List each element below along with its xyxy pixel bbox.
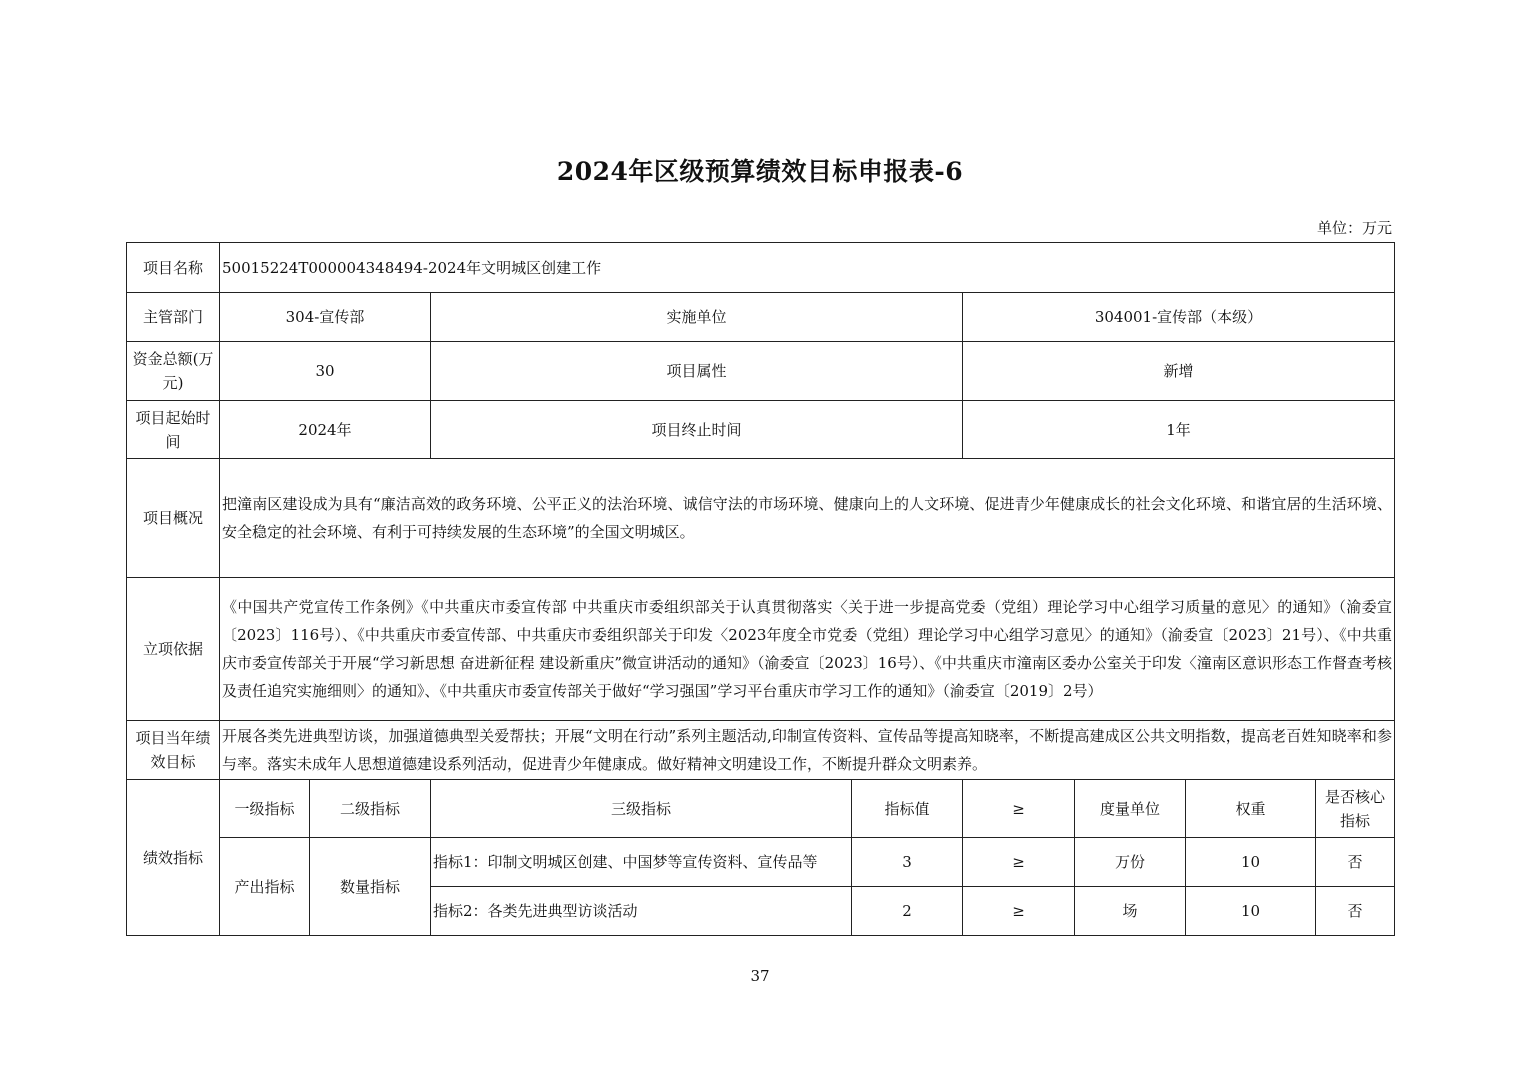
indicator-weight: 10	[1186, 838, 1316, 887]
indicator-weight: 10	[1186, 887, 1316, 936]
fund-value: 30	[220, 342, 431, 401]
basis-row	[127, 578, 1395, 721]
goal-row	[127, 721, 1395, 780]
indicator-name: 指标1：印制文明城区创建、中国梦等宣传资料、宣传品等	[431, 838, 852, 887]
fund-label: 资金总额(万元)	[127, 342, 220, 401]
indicator-header-row	[127, 780, 1395, 838]
dept-label: 主管部门	[127, 293, 220, 342]
dept-value: 304-宣传部	[220, 293, 431, 342]
project-name-label: 项目名称	[127, 243, 220, 293]
header-value: 指标值	[852, 780, 963, 838]
basis-label: 立项依据	[127, 578, 220, 721]
indicator-name: 指标2：各类先进典型访谈活动	[431, 887, 852, 936]
indicator-operator: ≥	[963, 887, 1075, 936]
impl-unit-label: 实施单位	[431, 293, 963, 342]
page-number: 37	[750, 967, 770, 985]
goal-label: 项目当年绩效目标	[127, 721, 220, 780]
start-time-label: 项目起始时间	[127, 401, 220, 459]
indicator-core: 否	[1316, 838, 1395, 887]
indicator-value: 2	[852, 887, 963, 936]
attribute-label: 项目属性	[431, 342, 963, 401]
header-unit: 度量单位	[1075, 780, 1186, 838]
header-operator: ≥	[963, 780, 1075, 838]
header-level3: 三级指标	[431, 780, 852, 838]
indicator-operator: ≥	[963, 838, 1075, 887]
level1-value: 产出指标	[220, 838, 310, 936]
header-level2: 二级指标	[310, 780, 431, 838]
start-time-value: 2024年	[220, 401, 431, 459]
indicator-row	[127, 838, 1395, 887]
indicators-label: 绩效指标	[127, 780, 220, 936]
page-title: 2024年区级预算绩效目标申报表-6	[556, 157, 964, 186]
impl-unit-value: 304001-宣传部（本级）	[963, 293, 1395, 342]
project-name-row	[127, 243, 1395, 293]
end-time-value: 1年	[963, 401, 1395, 459]
fund-row	[127, 342, 1395, 401]
performance-target-table	[126, 242, 1395, 936]
overview-value: 把潼南区建设成为具有“廉洁高效的政务环境、公平正义的法治环境、诚信守法的市场环境、健康向上的人文环境、促进青少年健康成长的社会文化环境、和谐宜居的生活环境、安全稳定的社会环境、有利于可持续发展的生态环境”的全国文明城区。	[220, 459, 1395, 578]
overview-label: 项目概况	[127, 459, 220, 578]
header-core: 是否核心指标	[1316, 780, 1395, 838]
indicator-core: 否	[1316, 887, 1395, 936]
project-name-value: 50015224T000004348494-2024年文明城区创建工作	[220, 243, 1395, 293]
basis-value: 《中国共产党宣传工作条例》《中共重庆市委宣传部 中共重庆市委组织部关于认真贯彻落实〈关于进一步提高党委（党组）理论学习中心组学习质量的意见〉的通知》（渝委宣〔2023〕116号）、《中共重庆市委宣传部、中共重庆市委组织部关于印发〈2023年度全市党委（党组）理论学习中心组学习意见〉的通知》（渝委宣〔2023〕21号）、《中共重庆市委宣传部关于开展“学习新思想 奋进新征程 建设新重庆”微宣讲活动的通知》（渝委宣〔2023〕16号）、《中共重庆市潼南区委办公室关于印发〈潼南区意识形态工作督查考核及责任追究实施细则〉的通知》、《中共重庆市委宣传部关于做好“学习强国”学习平台重庆市学习工作的通知》（渝委宣〔2019〕2号）	[220, 578, 1395, 721]
overview-row	[127, 459, 1395, 578]
header-weight: 权重	[1186, 780, 1316, 838]
attribute-value: 新增	[963, 342, 1395, 401]
goal-value: 开展各类先进典型访谈，加强道德典型关爱帮扶；开展“文明在行动”系列主题活动,印制宣传资料、宣传品等提高知晓率，不断提高建成区公共文明指数，提高老百姓知晓率和参与率。落实未成年人思想道德建设系列活动，促进青少年健康成。做好精神文明建设工作，不断提升群众文明素养。	[220, 721, 1395, 780]
indicator-unit: 场	[1075, 887, 1186, 936]
unit-label: 单位：万元	[1316, 219, 1392, 237]
department-row	[127, 293, 1395, 342]
period-row	[127, 401, 1395, 459]
indicator-value: 3	[852, 838, 963, 887]
indicator-unit: 万份	[1075, 838, 1186, 887]
level2-value: 数量指标	[310, 838, 431, 936]
header-level1: 一级指标	[220, 780, 310, 838]
end-time-label: 项目终止时间	[431, 401, 963, 459]
